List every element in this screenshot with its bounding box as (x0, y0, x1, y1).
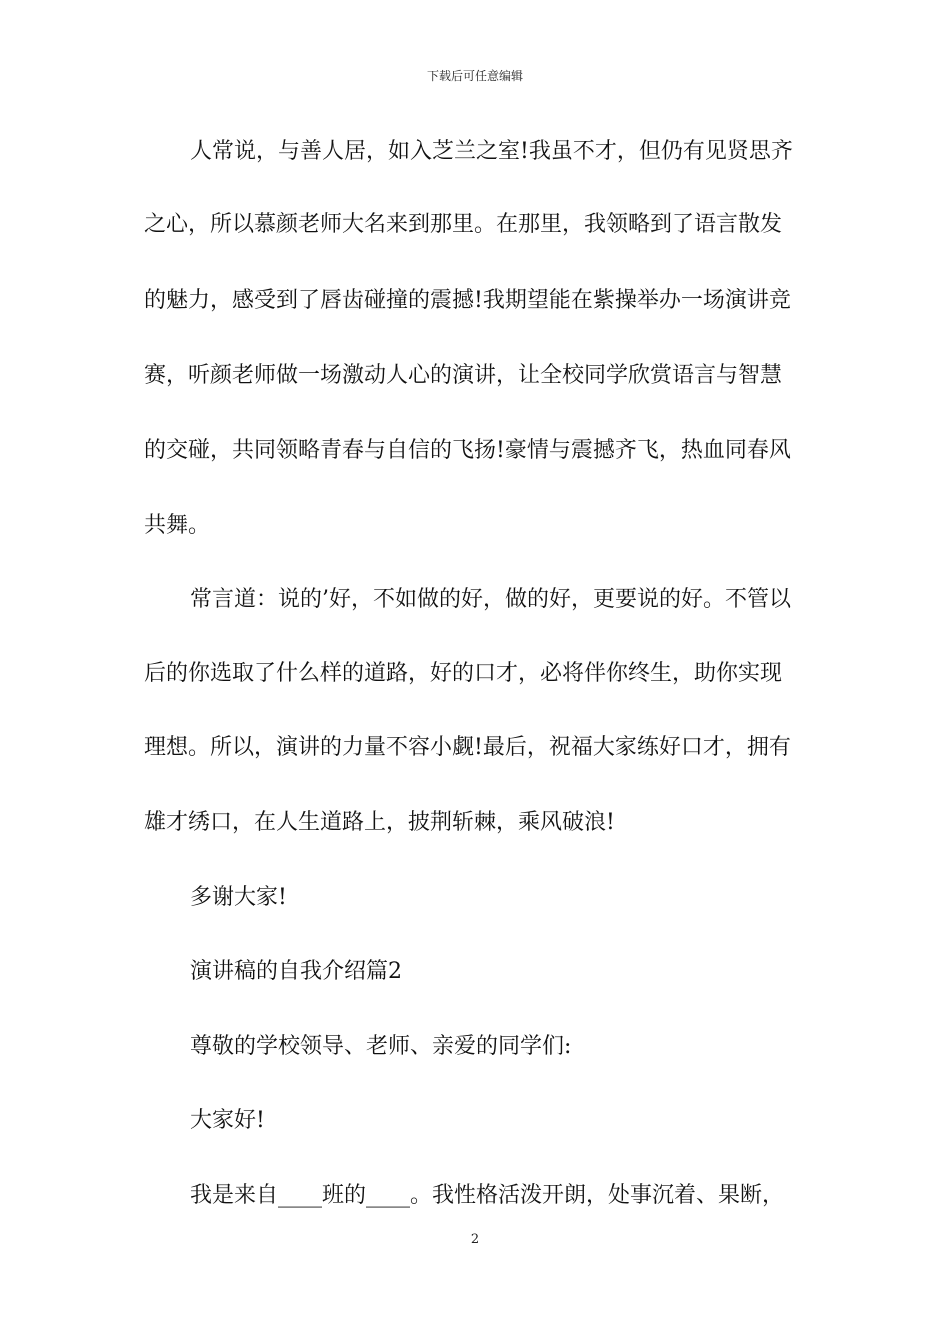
text-line: 我是来自____班的____。我性格活泼开朗，处事沉着、果断， (190, 1183, 785, 1208)
text-line: 大家好! (190, 1108, 265, 1133)
text-line: 后的你选取了什么样的道路，好的口才，必将伴你终生，助你实现 (144, 661, 783, 686)
text-line: 共舞。 (144, 513, 211, 538)
text-line: 人常说，与善人居，如入芝兰之室!我虽不才，但仍有见贤思齐 (190, 139, 793, 164)
text-line: 理想。所以，演讲的力量不容小觑!最后，祝福大家练好口才，拥有 (144, 735, 791, 760)
text-line: 之心，所以慕颜老师大名来到那里。在那里，我领略到了语言散发 (144, 212, 783, 237)
text-line: 雄才绣口，在人生道路上，披荆斩棘，乘风破浪! (144, 810, 615, 835)
text-line: 常言道：说的’好，不如做的好，做的好，更要说的好。不管以 (190, 587, 791, 612)
section-heading: 演讲稿的自我介绍篇2 (190, 959, 402, 984)
page-number: 2 (470, 1232, 480, 1247)
text-line: 多谢大家! (190, 885, 287, 910)
text-line: 尊敬的学校领导、老师、亲爱的同学们: (190, 1034, 572, 1059)
page-header: 下载后可任意编辑 (426, 69, 523, 83)
text-line: 的交碰，共同领略青春与自信的飞扬!豪情与震撼齐飞，热血同春风 (144, 438, 791, 463)
text-line: 的魅力，感受到了唇齿碰撞的震撼!我期望能在紫操举办一场演讲竞 (144, 288, 791, 313)
text-line: 赛，听颜老师做一场激动人心的演讲，让全校同学欣赏语言与智慧 (144, 363, 783, 388)
